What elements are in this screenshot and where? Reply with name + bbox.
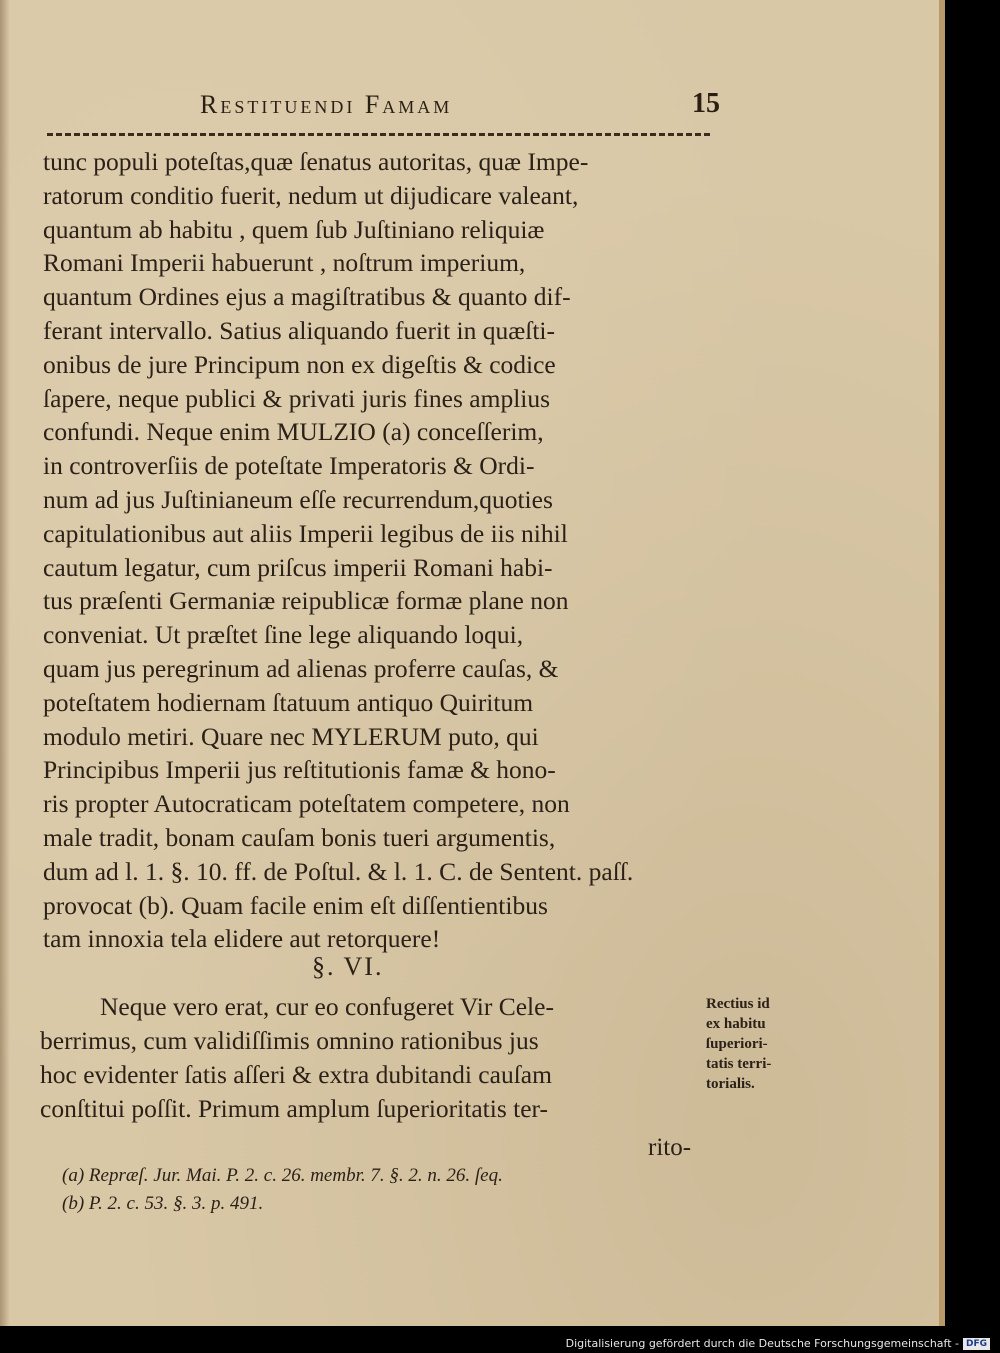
dfg-logo: DFG [963,1338,990,1350]
text-line: male tradit, bonam cauſam bonis tueri argumentis, [43,822,556,852]
credit-text: Digitalisierung gefördert durch die Deutsche Forschungsgemeinschaft - [565,1337,959,1350]
text-line: ſapere, neque publici & privati juris fines amplius [43,383,551,413]
catchword: rito- [648,1134,692,1161]
text-line: provocat (b). Quam facile enim eſt diſſentientibus [43,890,548,920]
footnote: (a) Repræſ. Jur. Mai. P. 2. c. 26. membr. 7. §. 2. n. 26. ſeq. [62,1165,503,1186]
margin-note-line: torialis. [706,1076,755,1092]
text-line: conſtitui poſſit. Primum amplum ſuperioritatis ter- [40,1094,549,1123]
text-line: cautum legatur, cum priſcus imperii Romani habi- [43,552,553,582]
margin-note [706,994,816,1094]
text-line: tus præſenti Germaniæ reipublicæ formæ plane non [43,586,569,616]
text-line: onibus de jure Principum non ex digeſtis & codice [43,349,556,379]
section-text [40,990,708,1126]
text-line: tam innoxia tela elidere aut retorquere! [43,924,441,954]
text-line: Romani Imperii habuerunt , noſtrum imperium, [43,248,526,278]
text-line: capitulationibus aut aliis Imperii legibus de iis nihil [43,518,568,548]
margin-note-line: ſuperiori- [706,1036,768,1052]
digitization-credit [566,1337,990,1350]
text-line: poteſtatem hodiernam ſtatuum antiquo Quiritum [43,687,534,717]
text-line: Neque vero erat, cur eo confugeret Vir Cele- [100,992,554,1021]
header-rule [47,133,710,140]
text-line: ratorum conditio fuerit, nedum ut dijudicare valeant, [43,180,579,210]
text-line: quam jus peregrinum ad alienas proferre cauſas, & [43,653,559,683]
text-line: in controverſiis de poteſtate Imperatoris & Ordi- [43,451,535,481]
text-line: ferant intervallo. Satius aliquando fuerit in quæſti- [43,315,556,345]
section-heading: §. VI. [312,952,384,981]
text-line: tunc populi poteſtas,quæ ſenatus autoritas, quæ Impe- [43,147,589,176]
text-line: ris propter Autocraticam poteſtatem competere, non [43,789,570,819]
text-line: confundi. Neque enim MULZIO (a) conceſſerim, [43,417,544,447]
text-line: num ad jus Juſtinianeum eſſe recurrendum,quoties [43,484,553,514]
text-line: modulo metiri. Quare nec MYLERUM puto, qui [43,721,539,751]
text-line: quantum ab habitu , quem ſub Juſtiniano reliquiæ [43,214,545,244]
margin-note-line: ex habitu [706,1016,766,1032]
margin-note-line: Rectius id [706,996,770,1012]
page-header [200,90,720,126]
text-line: dum ad l. 1. §. 10. ff. de Poſtul. & l. 1. C. de Sentent. paſſ. [43,856,634,886]
footnotes [62,1162,682,1218]
footnote: (b) P. 2. c. 53. §. 3. p. 491. [62,1193,264,1214]
page-number: 15 [692,88,720,119]
text-line: Principibus Imperii jus reſtitutionis famæ & hono- [43,755,556,785]
running-head: Restituendi Famam [200,90,453,119]
text-line: quantum Ordines ejus a magiſtratibus & quanto dif- [43,282,571,312]
body-text [43,145,710,956]
margin-note-line: tatis terri- [706,1056,772,1072]
text-line: conveniat. Ut præſtet ſine lege aliquando loqui, [43,620,524,650]
text-line: berrimus, cum validiſſimis omnino rationibus jus [40,1026,539,1055]
text-line: hoc evidenter ſatis aſſeri & extra dubitandi cauſam [40,1060,552,1089]
